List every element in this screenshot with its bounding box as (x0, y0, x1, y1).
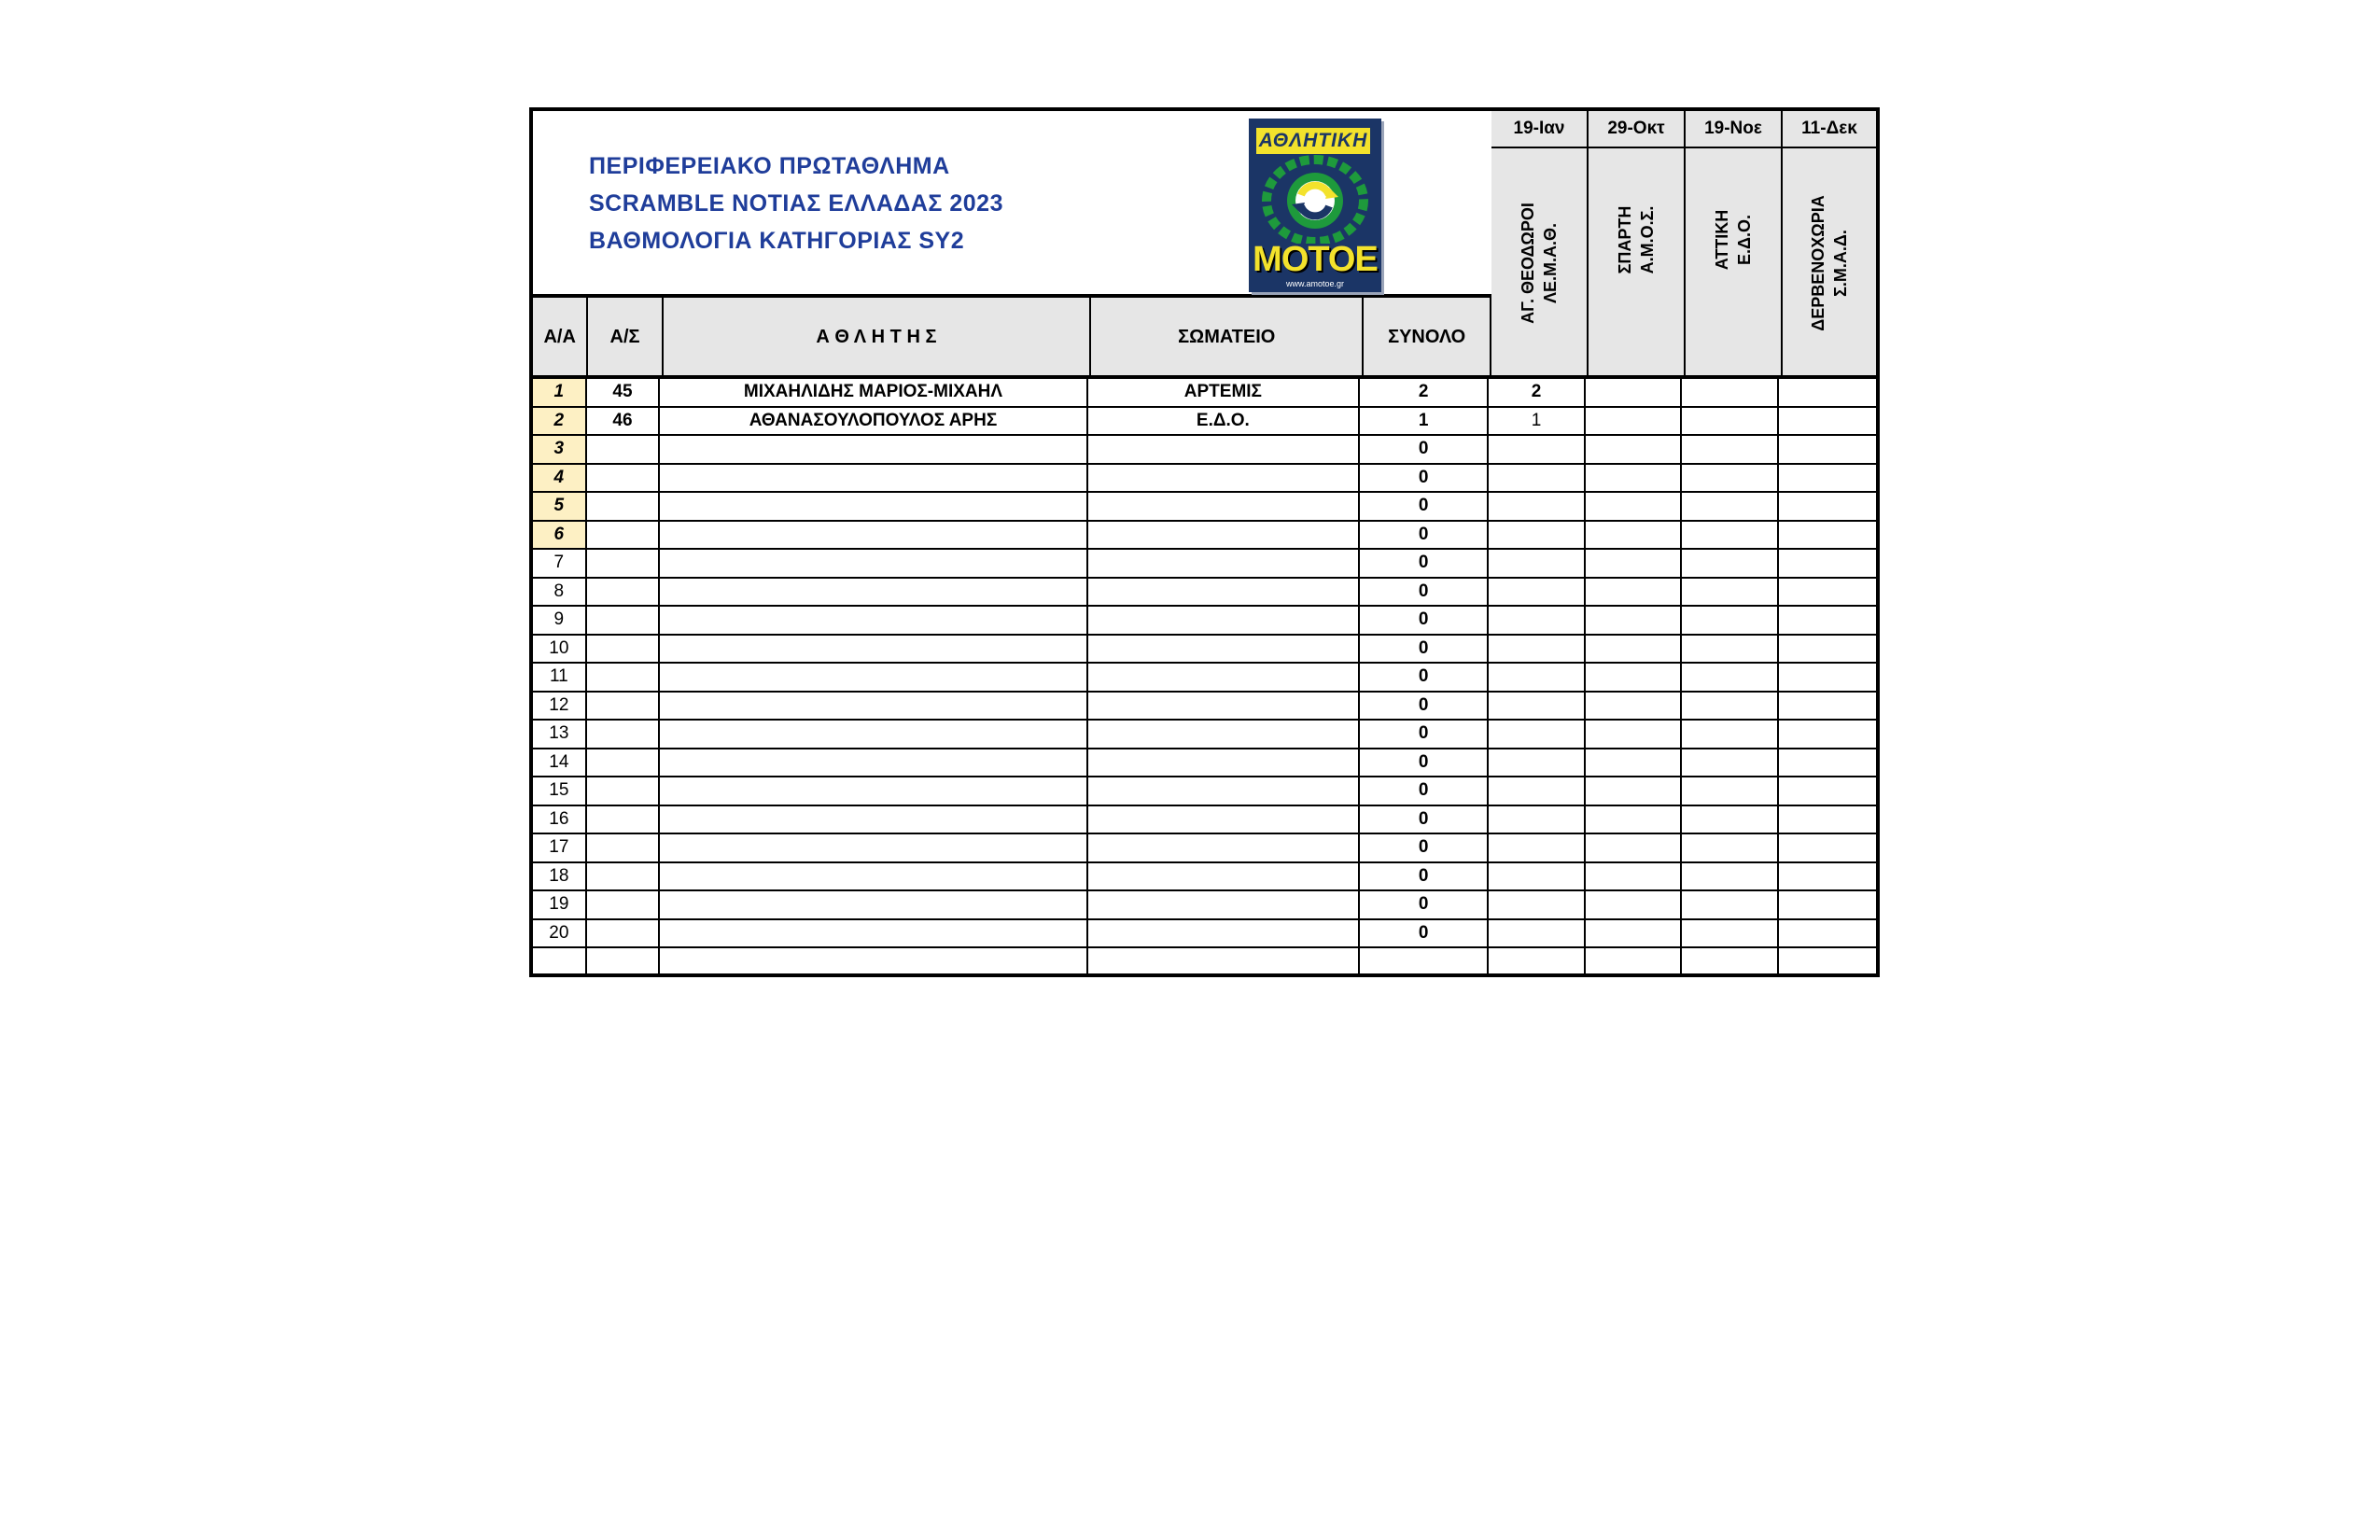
row-club (1088, 863, 1360, 890)
table-row (533, 834, 1876, 863)
row-total (1360, 948, 1489, 977)
row-round-4 (1779, 806, 1876, 833)
row-round-4 (1779, 721, 1876, 748)
row-round-4 (1779, 579, 1876, 606)
row-round-4 (1779, 408, 1876, 435)
row-club (1088, 891, 1360, 918)
row-round-3 (1682, 607, 1778, 634)
row-race-number (587, 579, 661, 606)
row-club (1088, 806, 1360, 833)
row-club (1088, 550, 1360, 577)
row-race-number (587, 465, 661, 492)
round-4-org: Σ.Μ.Α.Δ. (1831, 229, 1850, 297)
row-total: 0 (1360, 522, 1489, 549)
row-round-4 (1779, 777, 1876, 805)
row-round-2 (1586, 408, 1682, 435)
row-race-number (587, 920, 661, 947)
row-club (1088, 777, 1360, 805)
row-club (1088, 693, 1360, 720)
row-round-3 (1682, 379, 1778, 406)
row-total: 0 (1360, 550, 1489, 577)
row-club (1088, 493, 1360, 520)
row-round-4 (1779, 436, 1876, 463)
row-race-number (587, 607, 661, 634)
row-athlete: ΑΘΑΝΑΣΟΥΛΟΠΟΥΛΟΣ ΑΡΗΣ (660, 408, 1087, 435)
row-position: 9 (533, 607, 587, 634)
row-athlete (660, 636, 1087, 663)
row-race-number (587, 493, 661, 520)
round-3-org: Ε.Δ.Ο. (1735, 215, 1754, 265)
row-total: 0 (1360, 436, 1489, 463)
col-header-aa: Α/Α (533, 298, 588, 377)
row-round-4 (1779, 636, 1876, 663)
row-round-3 (1682, 664, 1778, 691)
row-round-2 (1586, 465, 1682, 492)
row-round-2 (1586, 863, 1682, 890)
logo-url: www.amotoe.gr (1285, 279, 1345, 288)
row-round-3 (1682, 522, 1778, 549)
row-round-4 (1779, 891, 1876, 918)
row-club (1088, 749, 1360, 777)
row-round-3 (1682, 749, 1778, 777)
row-club (1088, 579, 1360, 606)
row-round-2 (1586, 749, 1682, 777)
round-3-date: 19-Νοε (1686, 111, 1783, 148)
row-round-1 (1489, 891, 1585, 918)
row-race-number (587, 436, 661, 463)
round-1-place: ΑΓ. ΘΕΟΔΩΡΟΙ (1519, 202, 1537, 324)
title-line-2: SCRAMBLE ΝΟΤΙΑΣ ΕΛΛΑΔΑΣ 2023 (589, 190, 1003, 217)
row-round-4 (1779, 693, 1876, 720)
row-total: 0 (1360, 891, 1489, 918)
round-3-place: ΑΤΤΙΚΗ (1713, 209, 1731, 271)
row-athlete: ΜΙΧΑΗΛΙΔΗΣ ΜΑΡΙΟΣ-ΜΙΧΑΗΛ (660, 379, 1087, 406)
col-header-as: Α/Σ (588, 298, 663, 377)
row-position: 5 (533, 493, 587, 520)
table-row (533, 920, 1876, 949)
row-round-3 (1682, 891, 1778, 918)
row-total: 0 (1360, 863, 1489, 890)
row-round-3 (1682, 721, 1778, 748)
row-round-3 (1682, 863, 1778, 890)
table-row (533, 522, 1876, 551)
table-row (533, 664, 1876, 693)
row-position: 7 (533, 550, 587, 577)
row-position: 10 (533, 636, 587, 663)
table-row (533, 636, 1876, 665)
row-round-1 (1489, 863, 1585, 890)
row-round-4 (1779, 863, 1876, 890)
standings-sheet (529, 107, 1880, 977)
row-total: 0 (1360, 636, 1489, 663)
row-round-3 (1682, 550, 1778, 577)
col-header-club: ΣΩΜΑΤΕΙΟ (1091, 298, 1364, 377)
table-row (533, 891, 1876, 920)
row-round-2 (1586, 891, 1682, 918)
round-1-date: 19-Ιαν (1491, 111, 1589, 148)
col-header-total: ΣΥΝΟΛΟ (1364, 298, 1491, 377)
row-club (1088, 436, 1360, 463)
row-round-2 (1586, 693, 1682, 720)
row-total: 0 (1360, 579, 1489, 606)
round-4-date: 11-Δεκ (1783, 111, 1876, 148)
round-2-place: ΣΠΑΡΤΗ (1616, 205, 1634, 274)
row-position: 19 (533, 891, 587, 918)
row-round-1 (1489, 522, 1585, 549)
row-race-number (587, 522, 661, 549)
row-round-3 (1682, 948, 1778, 977)
row-club (1088, 920, 1360, 947)
row-total: 1 (1360, 408, 1489, 435)
round-2-date: 29-Οκτ (1589, 111, 1686, 148)
row-race-number (587, 693, 661, 720)
row-round-2 (1586, 777, 1682, 805)
row-round-2 (1586, 550, 1682, 577)
row-position: 6 (533, 522, 587, 549)
row-club (1088, 636, 1360, 663)
row-club (1088, 948, 1360, 977)
row-athlete (660, 948, 1087, 977)
row-position: 20 (533, 920, 587, 947)
row-round-4 (1779, 493, 1876, 520)
table-row (533, 721, 1876, 749)
row-round-1: 1 (1489, 408, 1585, 435)
round-4-venue (1783, 148, 1876, 377)
row-athlete (660, 834, 1087, 861)
table-row (533, 948, 1876, 977)
row-round-4 (1779, 465, 1876, 492)
row-race-number (587, 550, 661, 577)
row-round-4 (1779, 749, 1876, 777)
row-round-2 (1586, 579, 1682, 606)
row-athlete (660, 891, 1087, 918)
row-club (1088, 607, 1360, 634)
table-row (533, 436, 1876, 465)
table-row (533, 693, 1876, 721)
row-round-1 (1489, 948, 1585, 977)
row-club (1088, 721, 1360, 748)
table-row (533, 379, 1876, 408)
row-round-4 (1779, 920, 1876, 947)
row-round-1 (1489, 636, 1585, 663)
row-athlete (660, 863, 1087, 890)
title-line-1: ΠΕΡΙΦΕΡΕΙΑΚΟ ΠΡΩΤΑΘΛΗΜΑ (589, 153, 950, 179)
row-round-1 (1489, 920, 1585, 947)
row-round-2 (1586, 493, 1682, 520)
row-athlete (660, 664, 1087, 691)
row-round-1: 2 (1489, 379, 1585, 406)
row-race-number (587, 664, 661, 691)
table-row (533, 408, 1876, 437)
amotoe-logo (1249, 119, 1381, 292)
round-4-place: ΔΕΡΒΕΝΟΧΩΡΙΑ (1809, 194, 1827, 331)
row-athlete (660, 777, 1087, 805)
row-club (1088, 522, 1360, 549)
row-athlete (660, 749, 1087, 777)
logo-bottom-text: ΜΟΤΟΕ (1253, 240, 1378, 279)
row-club: ΑΡΤΕΜΙΣ (1088, 379, 1360, 406)
row-position: 14 (533, 749, 587, 777)
row-round-4 (1779, 834, 1876, 861)
table-row (533, 806, 1876, 835)
row-round-2 (1586, 379, 1682, 406)
row-round-1 (1489, 834, 1585, 861)
row-round-3 (1682, 408, 1778, 435)
row-round-2 (1586, 806, 1682, 833)
row-race-number (587, 863, 661, 890)
row-total: 0 (1360, 465, 1489, 492)
row-round-1 (1489, 749, 1585, 777)
standings-rows (533, 379, 1876, 977)
row-total: 0 (1360, 777, 1489, 805)
title-block (533, 111, 1491, 298)
row-round-2 (1586, 920, 1682, 947)
row-athlete (660, 522, 1087, 549)
row-round-3 (1682, 436, 1778, 463)
row-round-4 (1779, 379, 1876, 406)
logo-top-text: ΑΘΛΗΤΙΚΗ (1256, 128, 1370, 154)
row-total: 0 (1360, 749, 1489, 777)
row-round-4 (1779, 522, 1876, 549)
row-round-1 (1489, 579, 1585, 606)
col-header-athlete: Α Θ Λ Η Τ Η Σ (664, 298, 1092, 377)
row-race-number (587, 834, 661, 861)
round-1-venue (1491, 148, 1589, 377)
table-row (533, 749, 1876, 778)
table-row (533, 777, 1876, 806)
row-total: 0 (1360, 607, 1489, 634)
row-round-3 (1682, 806, 1778, 833)
row-race-number (587, 777, 661, 805)
row-round-3 (1682, 834, 1778, 861)
row-round-1 (1489, 550, 1585, 577)
row-position: 8 (533, 579, 587, 606)
row-position: 18 (533, 863, 587, 890)
row-round-1 (1489, 777, 1585, 805)
row-round-1 (1489, 607, 1585, 634)
row-athlete (660, 920, 1087, 947)
row-round-1 (1489, 465, 1585, 492)
table-row (533, 579, 1876, 608)
row-round-2 (1586, 522, 1682, 549)
row-total: 0 (1360, 493, 1489, 520)
row-athlete (660, 465, 1087, 492)
row-round-3 (1682, 493, 1778, 520)
row-total: 0 (1360, 920, 1489, 947)
row-athlete (660, 550, 1087, 577)
row-round-2 (1586, 664, 1682, 691)
row-race-number (587, 749, 661, 777)
table-row (533, 863, 1876, 892)
row-club (1088, 834, 1360, 861)
row-athlete (660, 579, 1087, 606)
logo-emblem-icon (1256, 154, 1374, 244)
row-round-3 (1682, 465, 1778, 492)
row-club (1088, 465, 1360, 492)
table-row (533, 607, 1876, 636)
row-athlete (660, 436, 1087, 463)
row-club: Ε.Δ.Ο. (1088, 408, 1360, 435)
row-position: 4 (533, 465, 587, 492)
row-total: 0 (1360, 721, 1489, 748)
row-total: 0 (1360, 693, 1489, 720)
row-race-number: 45 (587, 379, 661, 406)
row-position: 15 (533, 777, 587, 805)
row-position (533, 948, 587, 977)
round-3-venue (1686, 148, 1783, 377)
row-round-2 (1586, 834, 1682, 861)
table-row (533, 493, 1876, 522)
row-position: 12 (533, 693, 587, 720)
row-total: 0 (1360, 806, 1489, 833)
table-row (533, 465, 1876, 494)
round-1-org: ΛΕ.Μ.Α.Θ. (1541, 222, 1560, 303)
row-round-3 (1682, 693, 1778, 720)
row-race-number (587, 721, 661, 748)
row-total: 2 (1360, 379, 1489, 406)
row-round-2 (1586, 607, 1682, 634)
row-round-4 (1779, 550, 1876, 577)
row-round-2 (1586, 636, 1682, 663)
row-position: 13 (533, 721, 587, 748)
row-race-number: 46 (587, 408, 661, 435)
table-row (533, 550, 1876, 579)
title-line-3: ΒΑΘΜΟΛΟΓΙΑ ΚΑΤΗΓΟΡΙΑΣ SY2 (589, 228, 965, 254)
row-position: 1 (533, 379, 587, 406)
round-2-org: Α.Μ.Ο.Σ. (1638, 205, 1657, 274)
row-total: 0 (1360, 834, 1489, 861)
row-round-1 (1489, 806, 1585, 833)
row-round-4 (1779, 664, 1876, 691)
row-round-4 (1779, 607, 1876, 634)
row-total: 0 (1360, 664, 1489, 691)
row-athlete (660, 806, 1087, 833)
row-position: 16 (533, 806, 587, 833)
row-position: 17 (533, 834, 587, 861)
row-athlete (660, 721, 1087, 748)
row-position: 3 (533, 436, 587, 463)
row-position: 11 (533, 664, 587, 691)
row-round-2 (1586, 948, 1682, 977)
row-athlete (660, 693, 1087, 720)
row-club (1088, 664, 1360, 691)
row-round-1 (1489, 436, 1585, 463)
row-round-3 (1682, 636, 1778, 663)
row-round-1 (1489, 721, 1585, 748)
row-round-4 (1779, 948, 1876, 977)
row-race-number (587, 636, 661, 663)
row-race-number (587, 948, 661, 977)
row-athlete (660, 607, 1087, 634)
row-round-3 (1682, 920, 1778, 947)
row-round-1 (1489, 664, 1585, 691)
row-race-number (587, 806, 661, 833)
row-round-1 (1489, 693, 1585, 720)
column-header-row (533, 298, 1491, 377)
row-round-1 (1489, 493, 1585, 520)
row-round-2 (1586, 436, 1682, 463)
row-round-3 (1682, 777, 1778, 805)
row-position: 2 (533, 408, 587, 435)
row-athlete (660, 493, 1087, 520)
round-2-venue (1589, 148, 1686, 377)
row-round-3 (1682, 579, 1778, 606)
row-race-number (587, 891, 661, 918)
row-round-2 (1586, 721, 1682, 748)
